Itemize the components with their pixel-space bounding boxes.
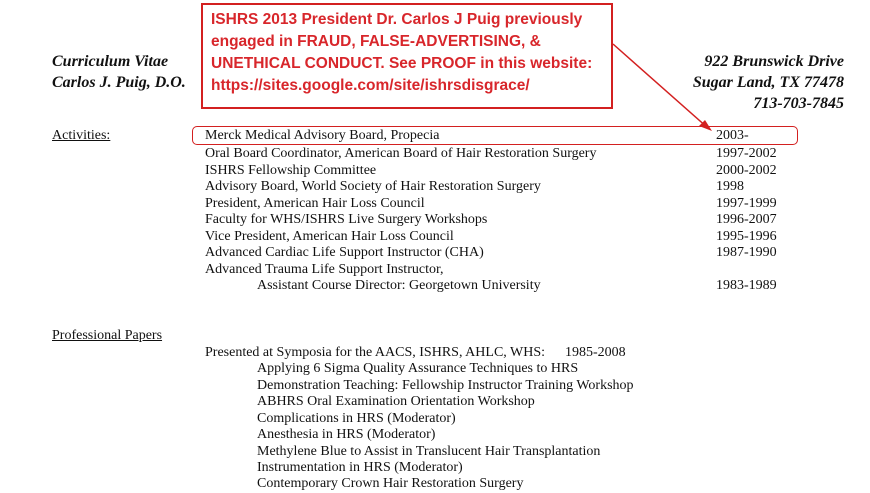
activity-item: Vice President, American Hair Loss Council [205, 229, 454, 244]
phone-number: 713-703-7845 [753, 95, 844, 112]
paper-item: Demonstration Teaching: Fellowship Instructor Training Workshop [257, 378, 634, 393]
activity-item: President, American Hair Loss Council [205, 196, 425, 211]
annotation-line: engaged in FRAUD, FALSE-ADVERTISING, & [211, 33, 541, 50]
activity-item: ISHRS Fellowship Committee [205, 163, 377, 178]
activity-years: 1997-1999 [716, 196, 777, 211]
paper-item: Contemporary Crown Hair Restoration Surgery [257, 476, 524, 491]
address-street: 922 Brunswick Drive [704, 53, 844, 70]
activity-years: 2000-2002 [716, 163, 777, 178]
activity-years: 1987-1990 [716, 245, 777, 260]
activity-item: Faculty for WHS/ISHRS Live Surgery Workshops [205, 212, 488, 227]
cv-title: Curriculum Vitae [52, 53, 169, 70]
activity-item: Oral Board Coordinator, American Board of Hair Restoration Surgery [205, 146, 597, 161]
activity-item: Advanced Cardiac Life Support Instructor (CHA) [205, 245, 484, 260]
activity-item: Advisory Board, World Society of Hair Restoration Surgery [205, 179, 541, 194]
activity-years: 1997-2002 [716, 146, 777, 161]
activities-heading: Activities: [52, 128, 111, 143]
address-city: Sugar Land, TX 77478 [692, 74, 844, 91]
cv-name: Carlos J. Puig, D.O. [52, 74, 186, 91]
papers-intro: Presented at Symposia for the AACS, ISHRS, AHLC, WHS: [205, 345, 546, 360]
activity-years: 1996-2007 [716, 212, 777, 227]
activity-years: 1983-1989 [716, 278, 777, 293]
paper-item: Methylene Blue to Assist in Translucent Hair Transplantation [257, 444, 601, 459]
activity-years: 2003- [716, 128, 749, 143]
annotation-line: ISHRS 2013 President Dr. Carlos J Puig previously [211, 11, 583, 28]
activity-item: Assistant Course Director: Georgetown University [257, 278, 541, 293]
paper-item: Applying 6 Sigma Quality Assurance Techniques to HRS [257, 361, 579, 376]
activity-item: Merck Medical Advisory Board, Propecia [205, 128, 440, 143]
annotation-link[interactable]: https://sites.google.com/site/ishrsdisgrace/ [211, 77, 530, 94]
paper-item: Anesthesia in HRS (Moderator) [257, 427, 436, 442]
activity-item: Advanced Trauma Life Support Instructor, [205, 262, 444, 277]
papers-heading: Professional Papers [52, 328, 163, 343]
activity-years: 1998 [716, 179, 744, 194]
paper-item: Instrumentation in HRS (Moderator) [257, 460, 463, 475]
papers-intro-years: 1985-2008 [565, 345, 626, 360]
paper-item: ABHRS Oral Examination Orientation Workshop [257, 394, 535, 409]
activity-years: 1995-1996 [716, 229, 777, 244]
annotation-line: UNETHICAL CONDUCT. See PROOF in this website: [211, 55, 593, 72]
paper-item: Complications in HRS (Moderator) [257, 411, 456, 426]
